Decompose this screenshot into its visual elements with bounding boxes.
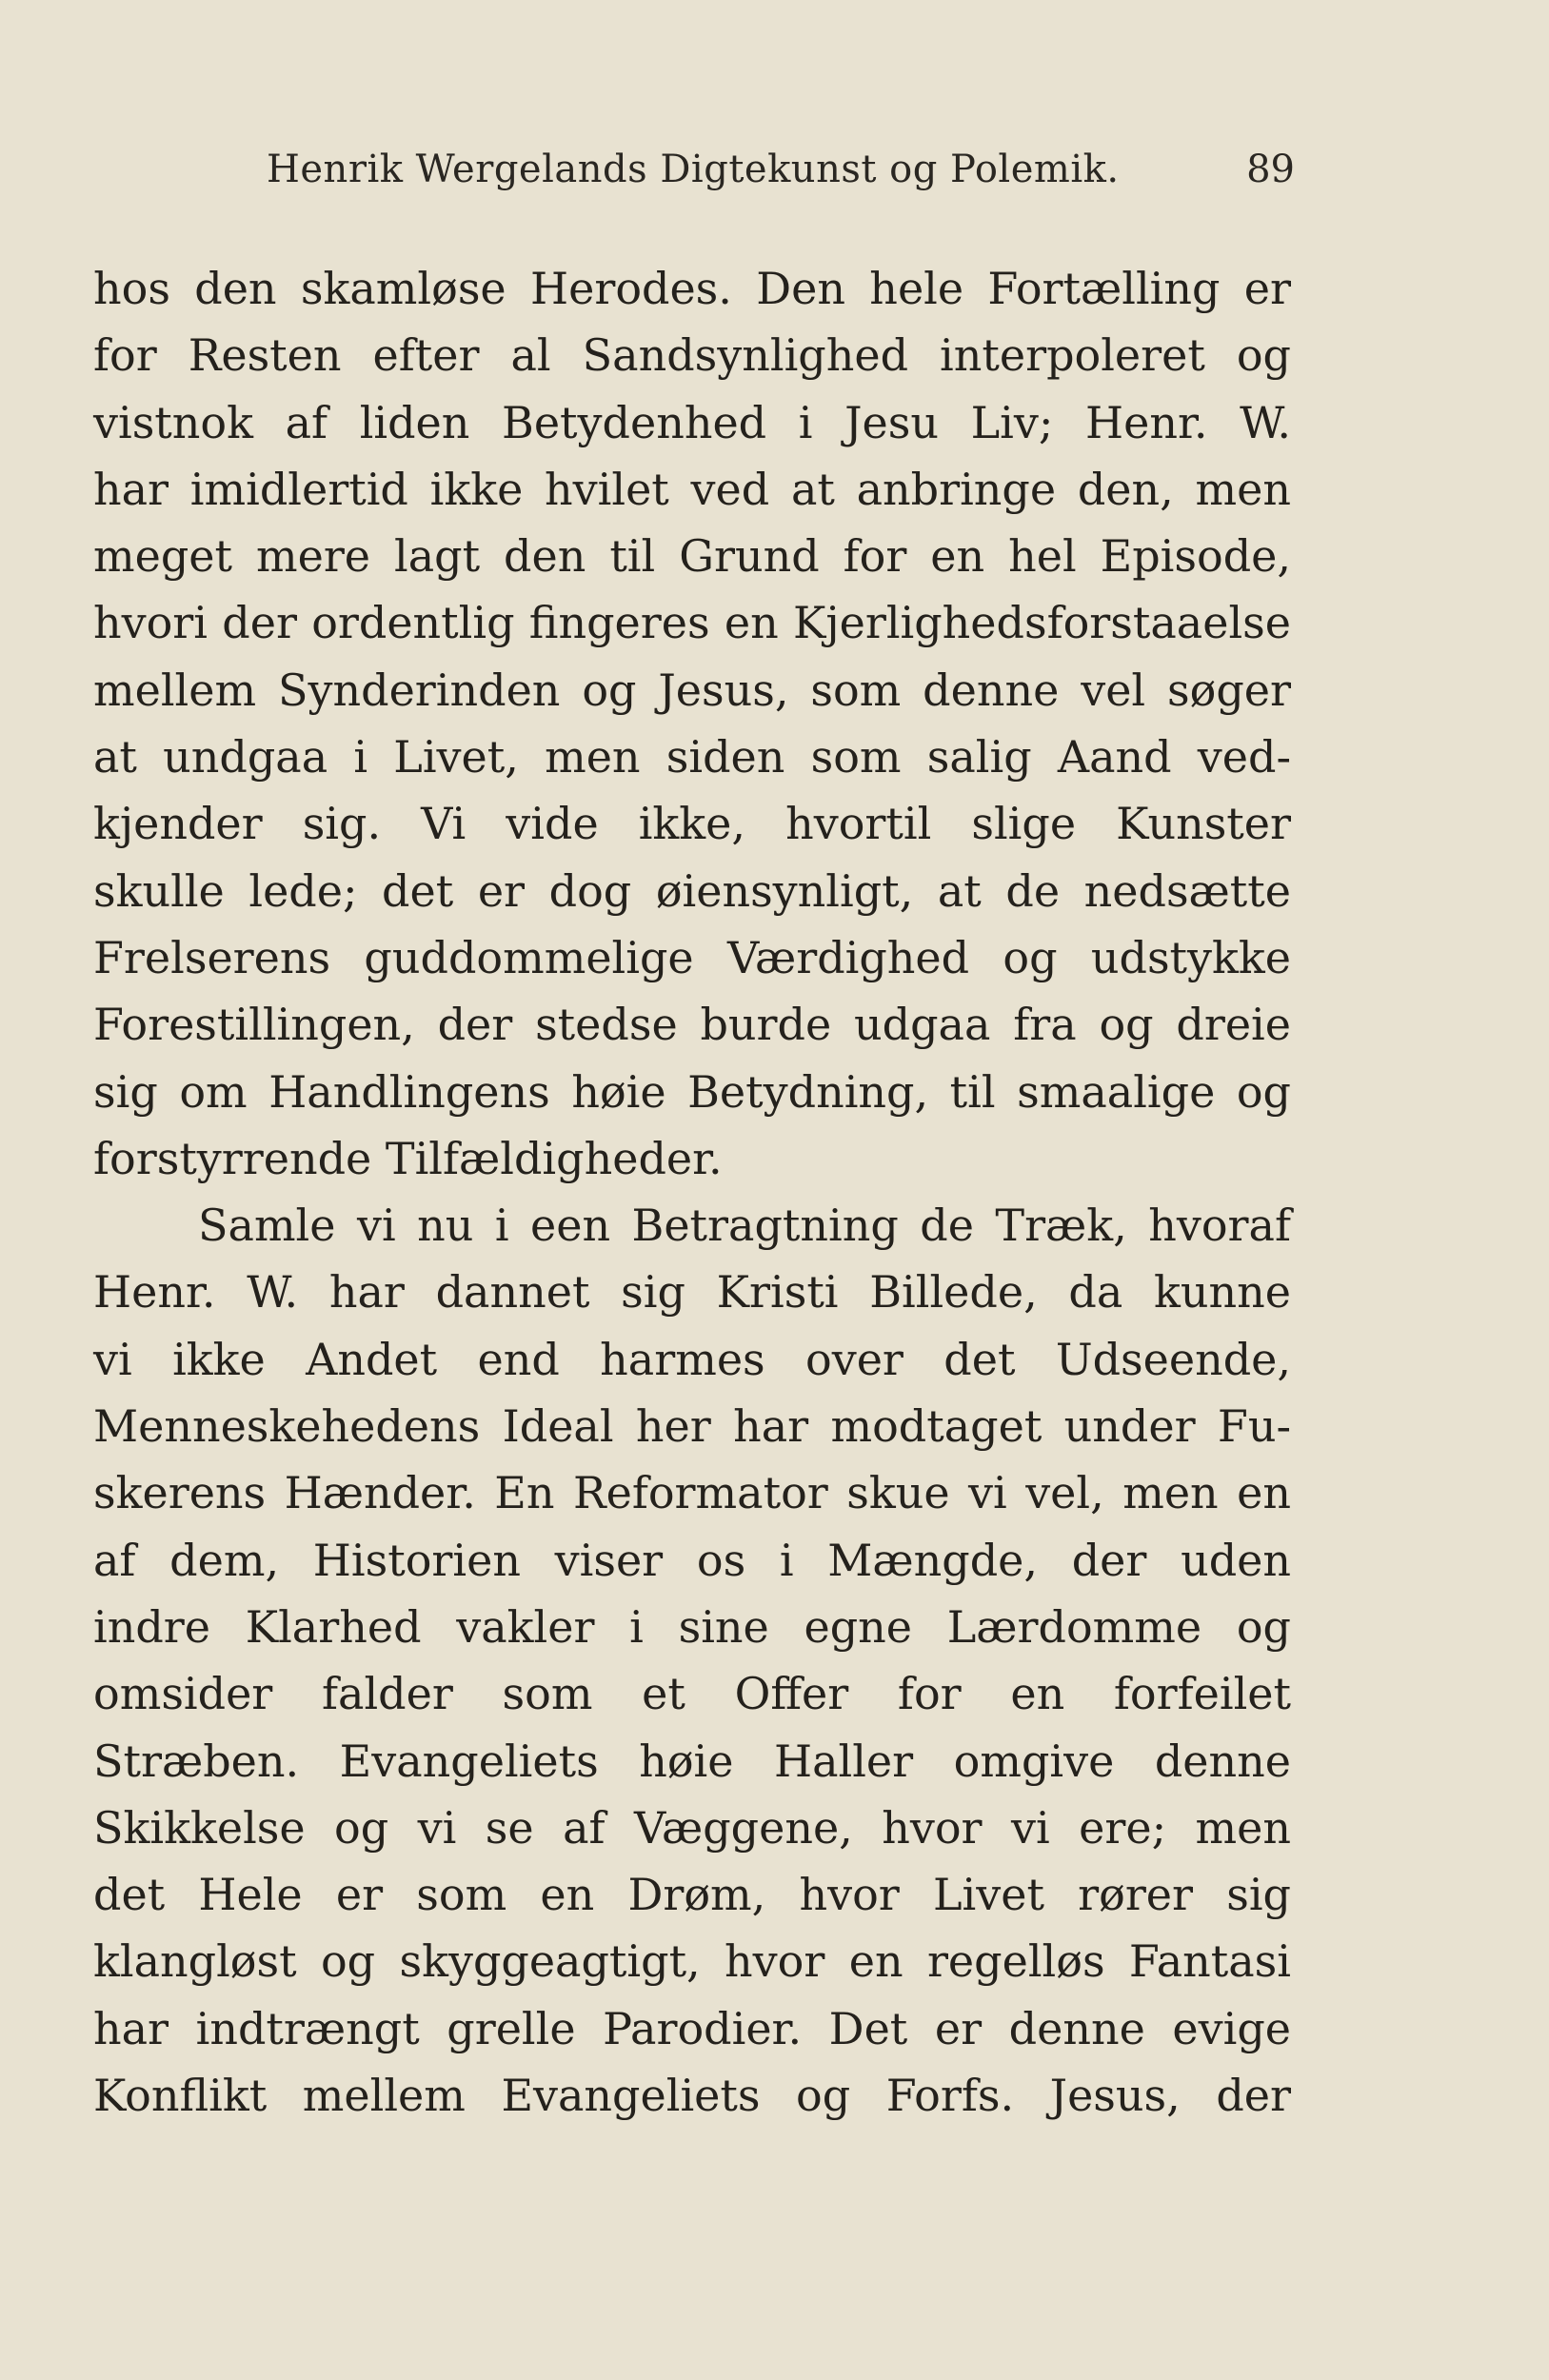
text-line: Forestillingen, der stedse burde udgaa fra og dreie <box>93 999 1291 1051</box>
text-line: Menneskehedens Ideal her har modtaget under Fu- <box>93 1400 1291 1453</box>
text-line: for Resten efter al Sandsynlighed interpoleret og <box>93 329 1291 382</box>
text-line: skerens Hænder. En Reformator skue vi vel, men en <box>93 1467 1291 1519</box>
running-header <box>267 148 1295 205</box>
running-title: Henrik Wergelands Digtekunst og Polemik. <box>267 148 1120 191</box>
body-text <box>93 255 1291 2129</box>
paragraph-end-line: forstyrrende Tilfældigheder. <box>93 1132 723 1184</box>
text-line: det Hele er som en Drøm, hvor Livet rører sig <box>93 1869 1291 1921</box>
text-line: omsider falder som et Offer for en forfeilet <box>93 1668 1291 1720</box>
text-line: indre Klarhed vakler i sine egne Lærdomme og <box>93 1600 1291 1653</box>
text-line: af dem, Historien viser os i Mængde, der uden <box>93 1534 1291 1586</box>
text-line: vistnok af liden Betydenhed i Jesu Liv; Henr. W. <box>93 396 1291 448</box>
text-line: skulle lede; det er dog øiensynligt, at de nedsætte <box>93 864 1291 917</box>
text-line: Frelserens guddommelige Værdighed og udstykke <box>93 931 1291 983</box>
text-line: hvori der ordentlig fingeres en Kjerlighedsforstaaelse <box>93 597 1291 649</box>
text-line: har indtrængt grelle Parodier. Det er denne evige <box>93 2002 1291 2054</box>
text-line: Konflikt mellem Evangeliets og Forfs. Jesus, der <box>93 2070 1291 2122</box>
text-line: har imidlertid ikke hvilet ved at anbringe den, men <box>93 463 1291 515</box>
text-line: at undgaa i Livet, men siden som salig Aand ved- <box>93 731 1291 783</box>
text-line: Henr. W. har dannet sig Kristi Billede, da kunne <box>93 1266 1291 1319</box>
text-line: klangløst og skyggeagtigt, hvor en regelløs Fantasi <box>93 1935 1291 1988</box>
page-number: 89 <box>1246 148 1295 191</box>
text-line: mellem Synderinden og Jesus, som denne vel søger <box>93 664 1291 716</box>
text-line: vi ikke Andet end harmes over det Udseende, <box>93 1333 1291 1385</box>
text-line: kjender sig. Vi vide ikke, hvortil slige Kunster <box>93 798 1291 850</box>
text-line: hos den skamløse Herodes. Den hele Fortælling er <box>93 263 1291 314</box>
text-line: Skikkelse og vi se af Væggene, hvor vi ere; men <box>93 1801 1291 1854</box>
text-line: meget mere lagt den til Grund for en hel Episode, <box>93 530 1291 583</box>
text-line: sig om Handlingens høie Betydning, til smaalige og <box>93 1065 1291 1118</box>
paragraph-start-line: Samle vi nu i een Betragtning de Træk, hvoraf <box>198 1200 1291 1252</box>
text-line: Stræben. Evangeliets høie Haller omgive denne <box>93 1735 1291 1787</box>
